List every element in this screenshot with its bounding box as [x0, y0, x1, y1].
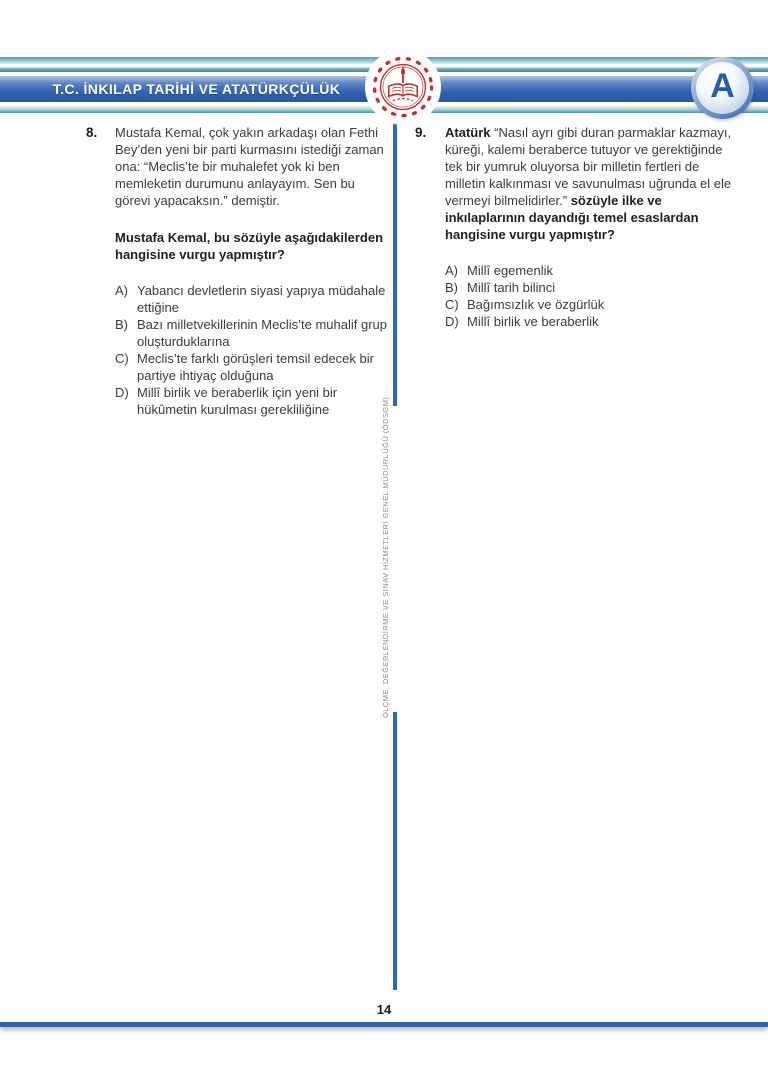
question-8-options [115, 282, 392, 418]
option-a [445, 262, 740, 279]
column-divider-top [393, 122, 397, 406]
question-9-number: 9. [415, 125, 427, 140]
question-9-prompt: sözüyle ilke ve inkılaplarının dayandığı temel esaslardan hangisine vurgu yapmıştır? [445, 193, 699, 242]
page-number: 14 [376, 1002, 392, 1017]
question-8-stem: Mustafa Kemal, çok yakın arkadaşı olan Fethi Bey’den yeni bir parti kurmasını istediği zaman ona: “Meclis’te bir muhalefet yok ki ben memleketin durumunu anlayayım. Sen bu görevi yapacaksın.” demiştir. [115, 125, 384, 208]
question-9-options [445, 262, 740, 330]
question-8-prompt: Mustafa Kemal, bu sözüyle aşağıdakilerden hangisine vurgu yapmıştır? [115, 230, 384, 262]
question-8-body [115, 124, 392, 418]
question-9 [415, 124, 740, 330]
question-9-quote: “Nasıl ayrı gibi duran parmaklar kazmayı, küreği, kalemi beraberce tutuyor ve gerektiğinde tek bir yumruk oluyorsa bir milletin fertleri de milletin kalkınması ve savunulması uğrunda el ele vermeyi bilmelidirler.” [445, 125, 732, 208]
option-a [115, 282, 392, 316]
option-a-label: A) [115, 283, 128, 298]
option-a-text: Yabancı devletlerin siyasi yapıya müdahale ettiğine [137, 283, 386, 315]
option-d [445, 313, 740, 330]
question-9-lead: Atatürk [445, 125, 491, 140]
option-d [115, 384, 392, 418]
option-c-label: C) [445, 297, 459, 312]
booklet-badge-sphere [696, 62, 749, 114]
option-c [445, 296, 740, 313]
option-b [115, 316, 392, 350]
meb-logo-icon [369, 53, 437, 121]
option-d-label: D) [445, 314, 459, 329]
question-8 [86, 124, 392, 418]
option-c-text: Bağımsızlık ve özgürlük [467, 297, 605, 312]
footer-rule [0, 1022, 768, 1027]
question-9-body [445, 124, 740, 330]
ministry-emblem [366, 50, 440, 124]
option-c [115, 350, 392, 384]
option-b-text: Bazı milletvekillerinin Meclis’te muhalif grup oluşturduklarına [137, 317, 387, 349]
option-a-label: A) [445, 263, 458, 278]
option-b-label: B) [445, 280, 458, 295]
option-c-label: C) [115, 351, 129, 366]
page-title: T.C. İNKILAP TARİHİ VE ATATÜRKÇÜLÜK [52, 81, 341, 97]
option-d-text: Millî birlik ve beraberlik için yeni bir hükûmetin kurulması gerekliliğine [137, 385, 338, 417]
booklet-badge [691, 57, 754, 119]
option-b-label: B) [115, 317, 128, 332]
column-divider-bottom [393, 712, 397, 990]
question-9-stem [445, 124, 740, 243]
department-vertical-text: ÖLÇME, DEĞERLENDİRME VE SINAV HİZMETLERİ GENEL MÜDÜRLÜĞÜ (ÖDSGM) [381, 396, 390, 718]
option-d-label: D) [115, 385, 129, 400]
option-d-text: Millî birlik ve beraberlik [467, 314, 599, 329]
option-b-text: Millî tarih bilinci [467, 280, 556, 295]
option-a-text: Millî egemenlik [467, 263, 553, 278]
option-c-text: Meclis’te farklı görüşleri temsil edecek bir partiye ihtiyaç olduğuna [137, 351, 374, 383]
option-b [445, 279, 740, 296]
question-8-number: 8. [86, 125, 98, 140]
booklet-letter: A [710, 67, 735, 105]
